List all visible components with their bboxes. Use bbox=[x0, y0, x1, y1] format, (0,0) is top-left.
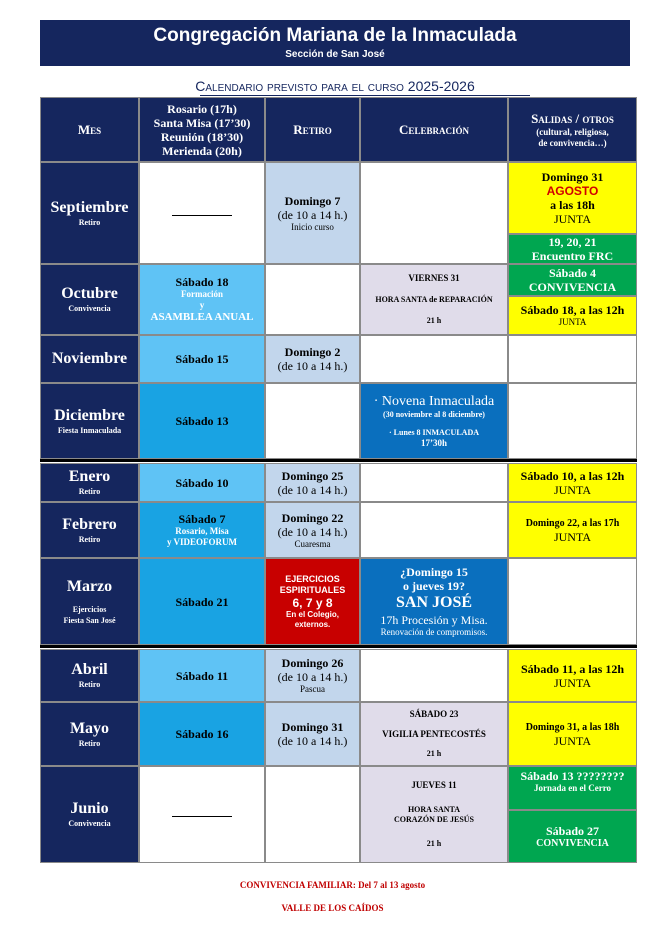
celebracion-marzo: ¿Domingo 15 o jueves 19? SAN JOSÉ 17h Procesión y Misa. Renovación de compromisos. bbox=[360, 558, 508, 645]
reunion-septiembre bbox=[139, 162, 265, 264]
retiro-febrero: Domingo 22 (de 10 a 14 h.) Cuaresma bbox=[265, 502, 360, 558]
header-banner bbox=[40, 20, 630, 66]
salidas-enero: Sábado 10, a las 12h JUNTA bbox=[508, 463, 637, 502]
month-noviembre: Noviembre bbox=[40, 335, 139, 383]
empty-dash bbox=[172, 215, 232, 216]
month-septiembre: Septiembre Retiro bbox=[40, 162, 139, 264]
celebracion-noviembre bbox=[360, 335, 508, 383]
salidas-septiembre-junta: Domingo 31 AGOSTO a las 18h JUNTA bbox=[508, 162, 637, 234]
celebracion-diciembre: · Novena Inmaculada (30 noviembre al 8 diciembre) · Lunes 8 INMACULADA 17’30h bbox=[360, 383, 508, 459]
month-junio: Junio Convivencia bbox=[40, 766, 139, 863]
reunion-noviembre: Sábado 15 bbox=[139, 335, 265, 383]
celebracion-septiembre bbox=[360, 162, 508, 264]
salidas-junio-convivencia: Sábado 27 CONVIVENCIA bbox=[508, 810, 637, 863]
retiro-marzo-ejercicios: EJERCICIOS ESPIRITUALES 6, 7 y 8 En el Colegio, externos. bbox=[265, 558, 360, 645]
month-marzo: Marzo Ejercicios Fiesta San José bbox=[40, 558, 139, 645]
retiro-noviembre: Domingo 2 (de 10 a 14 h.) bbox=[265, 335, 360, 383]
reunion-mayo: Sábado 16 bbox=[139, 702, 265, 766]
reunion-junio bbox=[139, 766, 265, 863]
salidas-octubre-junta: Sábado 18, a las 12h JUNTA bbox=[508, 296, 637, 335]
celebracion-junio: JUEVES 11 HORA SANTA CORAZÓN DE JESÚS 21 h bbox=[360, 766, 508, 863]
separator-line bbox=[40, 645, 637, 648]
retiro-abril: Domingo 26 (de 10 a 14 h.) Pascua bbox=[265, 649, 360, 702]
col-header-reunion: Rosario (17h) Santa Misa (17’30) Reunión (18’30) Merienda (20h) bbox=[139, 97, 265, 162]
calendar-title: Calendario previsto para el curso 2025-2026 bbox=[40, 78, 630, 94]
separator-line bbox=[40, 459, 637, 462]
month-enero: Enero Retiro bbox=[40, 463, 139, 502]
month-febrero: Febrero Retiro bbox=[40, 502, 139, 558]
reunion-diciembre: Sábado 13 bbox=[139, 383, 265, 459]
month-abril: Abril Retiro bbox=[40, 649, 139, 702]
retiro-diciembre bbox=[265, 383, 360, 459]
celebracion-enero bbox=[360, 463, 508, 502]
retiro-septiembre: Domingo 7 (de 10 a 14 h.) Inicio curso bbox=[265, 162, 360, 264]
salidas-septiembre-encuentro: 19, 20, 21 Encuentro FRC bbox=[508, 234, 637, 264]
salidas-junio-jornada: Sábado 13 ???????? Jornada en el Cerro bbox=[508, 766, 637, 810]
month-mayo: Mayo Retiro bbox=[40, 702, 139, 766]
page-subtitle: Sección de San José bbox=[285, 49, 385, 60]
salidas-diciembre bbox=[508, 383, 637, 459]
salidas-abril: Sábado 11, a las 12h JUNTA bbox=[508, 649, 637, 702]
salidas-noviembre bbox=[508, 335, 637, 383]
salidas-febrero: Domingo 22, a las 17h JUNTA bbox=[508, 502, 637, 558]
celebracion-febrero bbox=[360, 502, 508, 558]
retiro-octubre bbox=[265, 264, 360, 335]
salidas-mayo: Domingo 31, a las 18h JUNTA bbox=[508, 702, 637, 766]
col-header-mes: Mes bbox=[40, 97, 139, 162]
reunion-marzo: Sábado 21 bbox=[139, 558, 265, 645]
month-diciembre: Diciembre Fiesta Inmaculada bbox=[40, 383, 139, 459]
reunion-febrero: Sábado 7 Rosario, Misa y VIDEOFORUM bbox=[139, 502, 265, 558]
salidas-marzo bbox=[508, 558, 637, 645]
retiro-junio bbox=[265, 766, 360, 863]
salidas-octubre-convivencia: Sábado 4 CONVIVENCIA bbox=[508, 264, 637, 296]
footer-location: VALLE DE LOS CAÍDOS bbox=[281, 903, 384, 913]
reunion-enero: Sábado 10 bbox=[139, 463, 265, 502]
footer-convivencia: CONVIVENCIA FAMILIAR: Del 7 al 13 agosto bbox=[239, 880, 426, 890]
month-octubre: Octubre Convivencia bbox=[40, 264, 139, 335]
page-title: Congregación Mariana de la Inmaculada bbox=[153, 25, 517, 46]
celebracion-octubre: VIERNES 31 HORA SANTA de REPARACIÓN 21 h bbox=[360, 264, 508, 335]
empty-dash bbox=[172, 816, 232, 817]
col-header-celebracion: Celebración bbox=[360, 97, 508, 162]
retiro-mayo: Domingo 31 (de 10 a 14 h.) bbox=[265, 702, 360, 766]
celebracion-abril bbox=[360, 649, 508, 702]
reunion-octubre: Sábado 18 Formación y ASAMBLEA ANUAL bbox=[139, 264, 265, 335]
col-header-retiro: Retiro bbox=[265, 97, 360, 162]
col-header-salidas: Salidas / otros (cultural, religiosa, de convivencia…) bbox=[508, 97, 637, 162]
celebracion-mayo: SÁBADO 23 VIGILIA PENTECOSTÉS 21 h bbox=[360, 702, 508, 766]
reunion-abril: Sábado 11 bbox=[139, 649, 265, 702]
retiro-enero: Domingo 25 (de 10 a 14 h.) bbox=[265, 463, 360, 502]
